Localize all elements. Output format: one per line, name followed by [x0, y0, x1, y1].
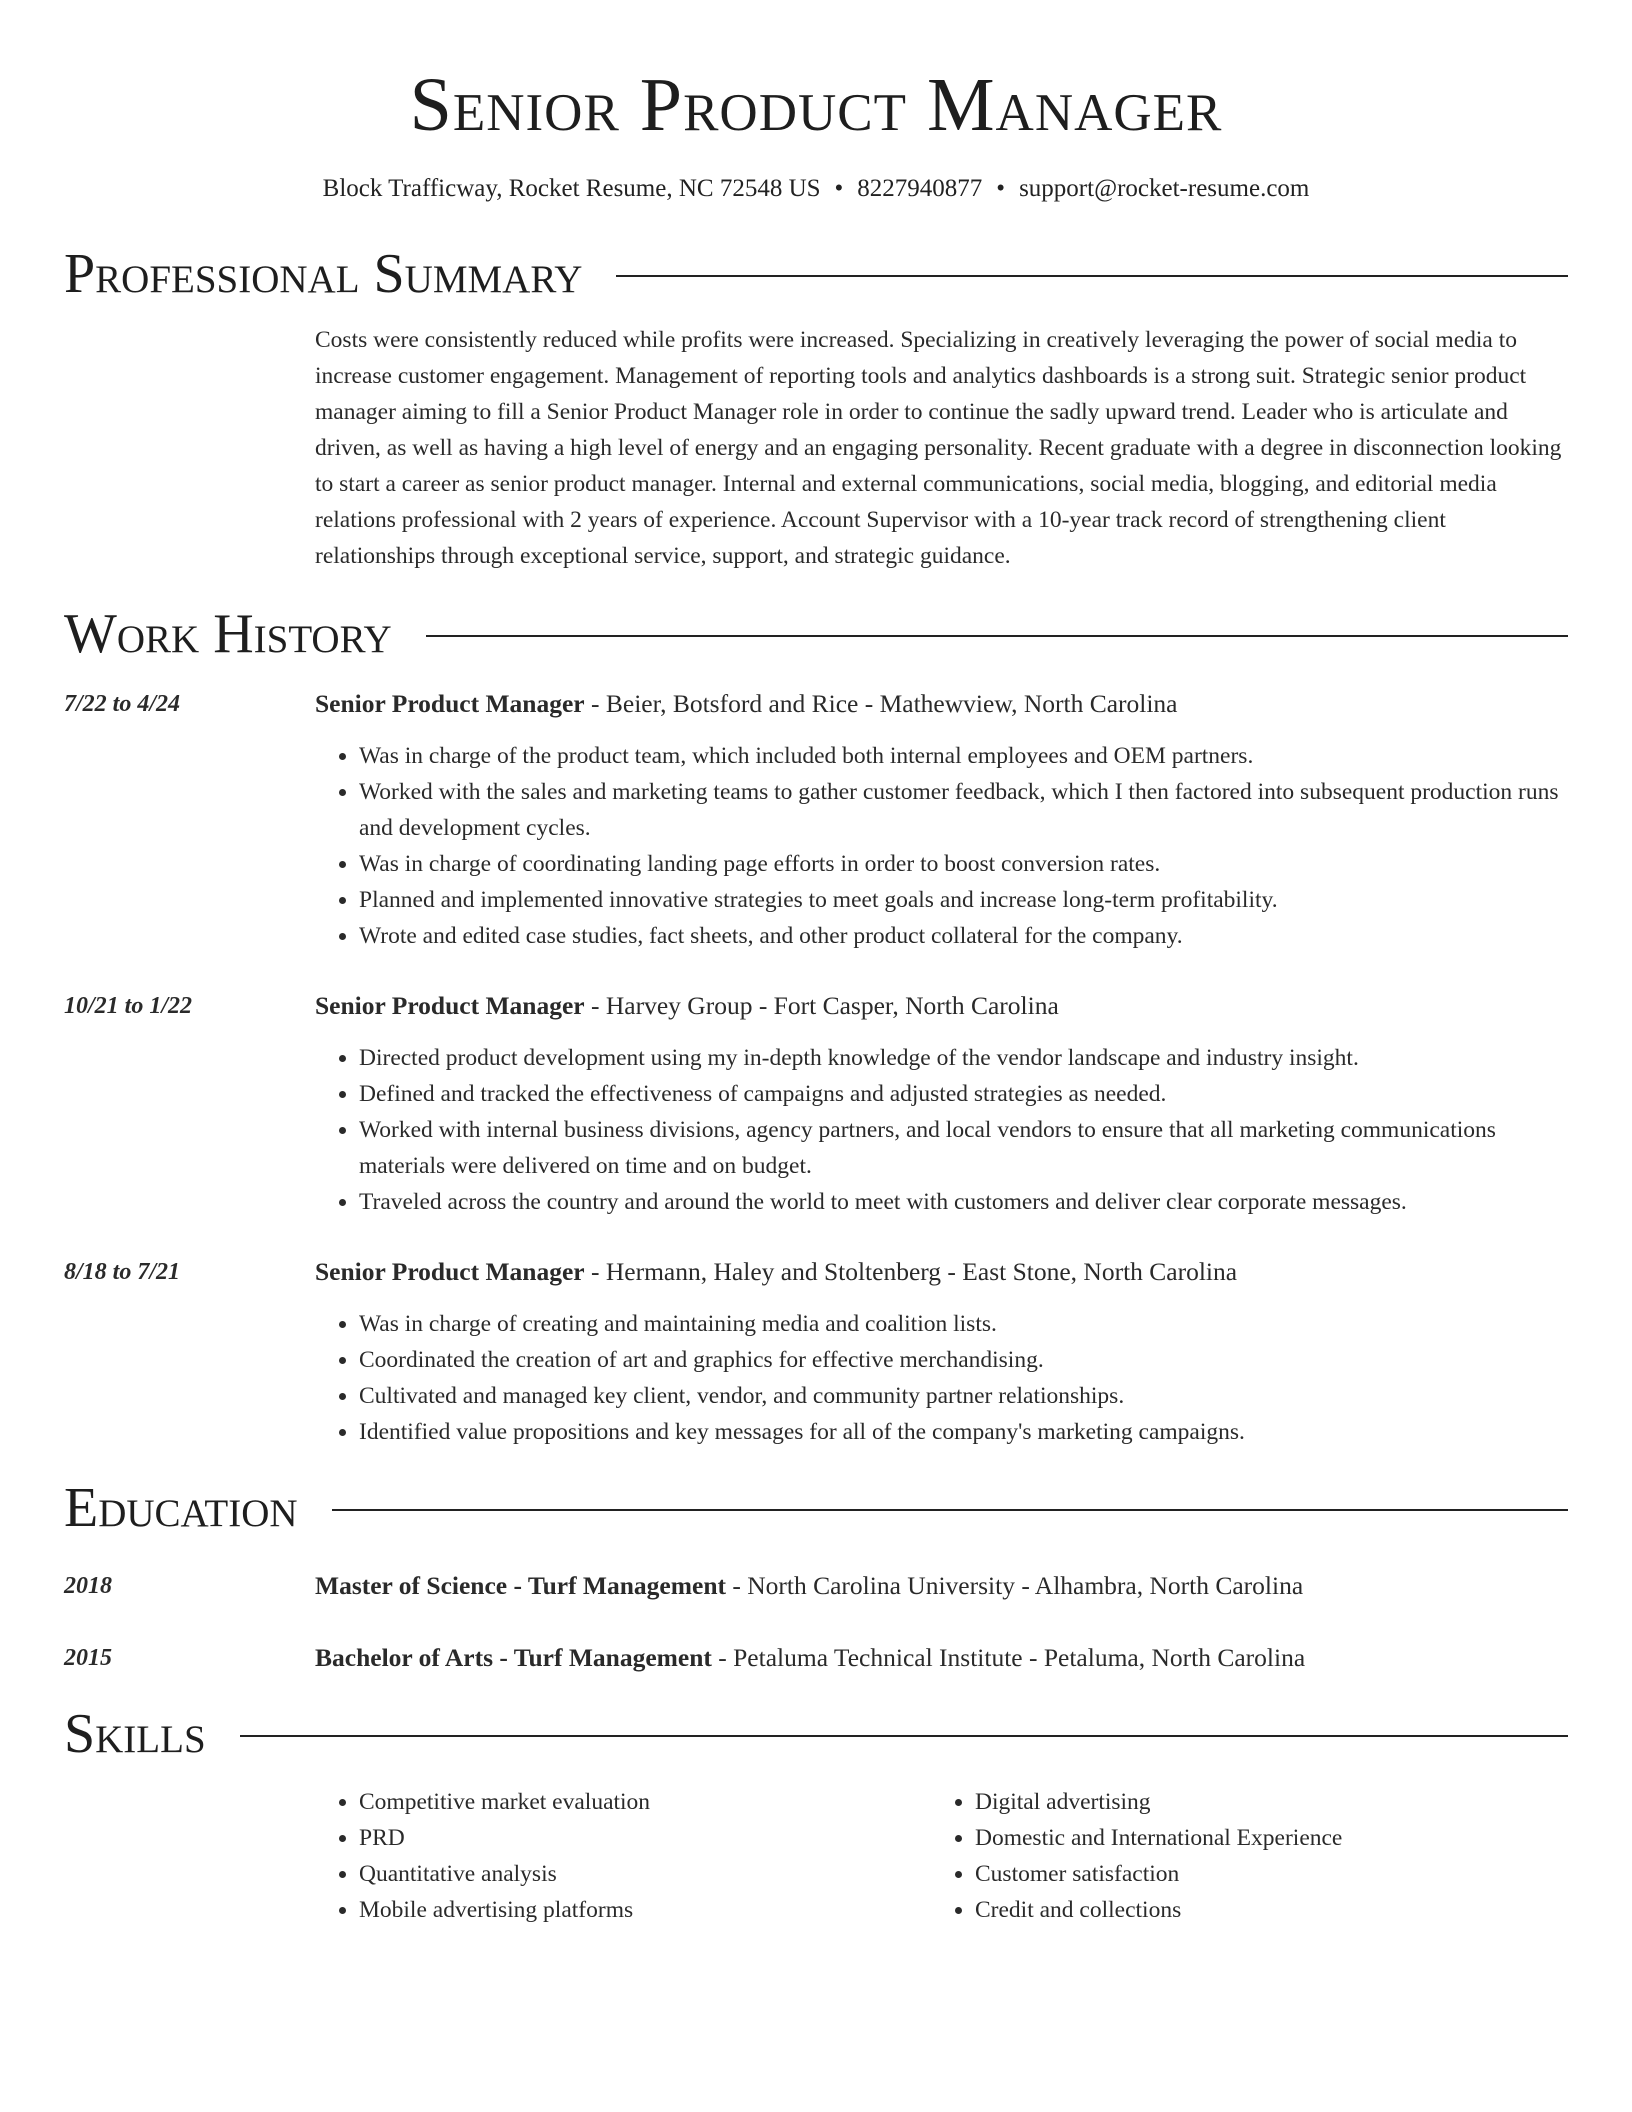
- skills-list-left: [315, 1784, 931, 1928]
- skill-item: • Quantitative analysis: [359, 1856, 931, 1892]
- job-details: - Beier, Botsford and Rice - Mathewview, North Carolina: [584, 689, 1178, 718]
- skills-columns: [315, 1784, 1568, 1928]
- list-item: • Was in charge of creating and maintaining media and coalition lists.: [359, 1306, 1568, 1342]
- skill-item: • Competitive market evaluation: [359, 1784, 931, 1820]
- job-dates: 10/21 to 1/22: [64, 993, 193, 1019]
- skills-list-right: [931, 1784, 1568, 1928]
- section-divider: [426, 635, 1568, 637]
- job-row: [64, 1254, 1568, 1450]
- job-details: - Harvey Group - Fort Casper, North Carolina: [584, 991, 1059, 1020]
- job-title: Senior Product Manager: [315, 689, 585, 718]
- education-line: [315, 1568, 1568, 1604]
- job-bullets: [315, 1306, 1568, 1450]
- job-bullets: [315, 1040, 1568, 1220]
- list-item: • Cultivated and managed key client, vendor, and community partner relationships.: [359, 1378, 1568, 1414]
- list-item: • Directed product development using my in-depth knowledge of the vendor landscape and industry insight.: [359, 1040, 1568, 1076]
- job-title-line: [315, 988, 1568, 1024]
- skills-heading: Skills: [64, 1703, 206, 1765]
- skill-item: • Customer satisfaction: [975, 1856, 1568, 1892]
- job-entry: [64, 686, 1568, 954]
- job-title-line: [315, 686, 1568, 722]
- education-line: [315, 1640, 1568, 1676]
- education-year: 2015: [64, 1645, 112, 1671]
- skill-item: • Digital advertising: [975, 1784, 1568, 1820]
- summary-heading: Professional Summary: [64, 243, 583, 305]
- work-section-header: [64, 602, 1568, 666]
- education-entry: [64, 1568, 1568, 1604]
- contact-line: [64, 172, 1568, 206]
- job-body: [315, 988, 1568, 1220]
- list-item: • Wrote and edited case studies, fact sheets, and other product collateral for the company.: [359, 918, 1568, 954]
- list-item: • Traveled across the country and around the world to meet with customers and deliver clear corporate messages.: [359, 1184, 1568, 1220]
- list-item: • Was in charge of the product team, which included both internal employees and OEM partners.: [359, 738, 1568, 774]
- job-title-line: [315, 1254, 1568, 1290]
- list-item: • Coordinated the creation of art and graphics for effective merchandising.: [359, 1342, 1568, 1378]
- job-entry: [64, 1254, 1568, 1450]
- education-body: [315, 1640, 1568, 1676]
- job-bullets: [315, 738, 1568, 954]
- summary-text: Costs were consistently reduced while profits were increased. Specializing in creatively leveraging the power of social media to increase customer engagement. Management of reporting tools and analytics dashboards is a strong suit. Strategic senior product manager aiming to fill a Senior Product Manager role in order to continue the sadly upward trend. Leader who is articulate and driven, as well as having a high level of energy and an engaging personality. Recent graduate with a degree in disconnection looking to start a career as senior product manager. Internal and external communications, social media, blogging, and editorial media relations professional with 2 years of experience. Account Supervisor with a 10-year track record of strengthening client relationships through exceptional service, support, and strategic guidance.: [315, 327, 1562, 569]
- contact-separator: •: [834, 175, 844, 202]
- job-body: [315, 1254, 1568, 1450]
- contact-phone: 8227940877: [857, 175, 983, 202]
- job-body: [315, 686, 1568, 954]
- skill-item: • Mobile advertising platforms: [359, 1892, 931, 1928]
- contact-separator: •: [996, 175, 1006, 202]
- list-item: • Worked with internal business divisions, agency partners, and local vendors to ensure that all marketing communications materials were delivered on time and on budget.: [359, 1112, 1568, 1184]
- job-title: Senior Product Manager: [315, 1257, 585, 1286]
- list-item: • Was in charge of coordinating landing page efforts in order to boost conversion rates.: [359, 846, 1568, 882]
- list-item: • Identified value propositions and key messages for all of the company's marketing campaigns.: [359, 1414, 1568, 1450]
- list-item: • Defined and tracked the effectiveness of campaigns and adjusted strategies as needed.: [359, 1076, 1568, 1112]
- education-body: [315, 1568, 1568, 1604]
- skills-section-header: [64, 1702, 1568, 1766]
- job-dates: 7/22 to 4/24: [64, 691, 181, 717]
- skill-item: • Domestic and International Experience: [975, 1820, 1568, 1856]
- skill-item: • PRD: [359, 1820, 931, 1856]
- education-details: - North Carolina University - Alhambra, North Carolina: [726, 1571, 1304, 1600]
- education-degree: Bachelor of Arts - Turf Management: [315, 1643, 712, 1672]
- job-entry: [64, 988, 1568, 1220]
- skill-item: • Credit and collections: [975, 1892, 1568, 1928]
- education-year: 2018: [64, 1573, 112, 1599]
- section-divider: [332, 1509, 1568, 1511]
- summary-section-header: [64, 242, 1568, 306]
- education-heading: Education: [64, 1477, 298, 1539]
- job-row: [64, 988, 1568, 1220]
- job-title: Senior Product Manager: [315, 991, 585, 1020]
- list-item: • Worked with the sales and marketing teams to gather customer feedback, which I then factored into subsequent production runs and development cycles.: [359, 774, 1568, 846]
- resume-name: Senior Product Manager: [409, 63, 1223, 147]
- job-details: - Hermann, Haley and Stoltenberg - East Stone, North Carolina: [584, 1257, 1238, 1286]
- job-row: [64, 686, 1568, 954]
- section-divider: [240, 1735, 1568, 1737]
- education-degree: Master of Science - Turf Management: [315, 1571, 726, 1600]
- education-entry: [64, 1640, 1568, 1676]
- education-section-header: [64, 1476, 1568, 1540]
- contact-address: Block Trafficway, Rocket Resume, NC 72548 US: [322, 175, 821, 202]
- education-details: - Petaluma Technical Institute - Petaluma, North Carolina: [711, 1643, 1306, 1672]
- list-item: • Planned and implemented innovative strategies to meet goals and increase long-term profitability.: [359, 882, 1568, 918]
- section-divider: [616, 275, 1568, 277]
- contact-email: support@rocket-resume.com: [1019, 175, 1310, 202]
- work-heading: Work History: [64, 603, 392, 665]
- job-dates: 8/18 to 7/21: [64, 1259, 181, 1285]
